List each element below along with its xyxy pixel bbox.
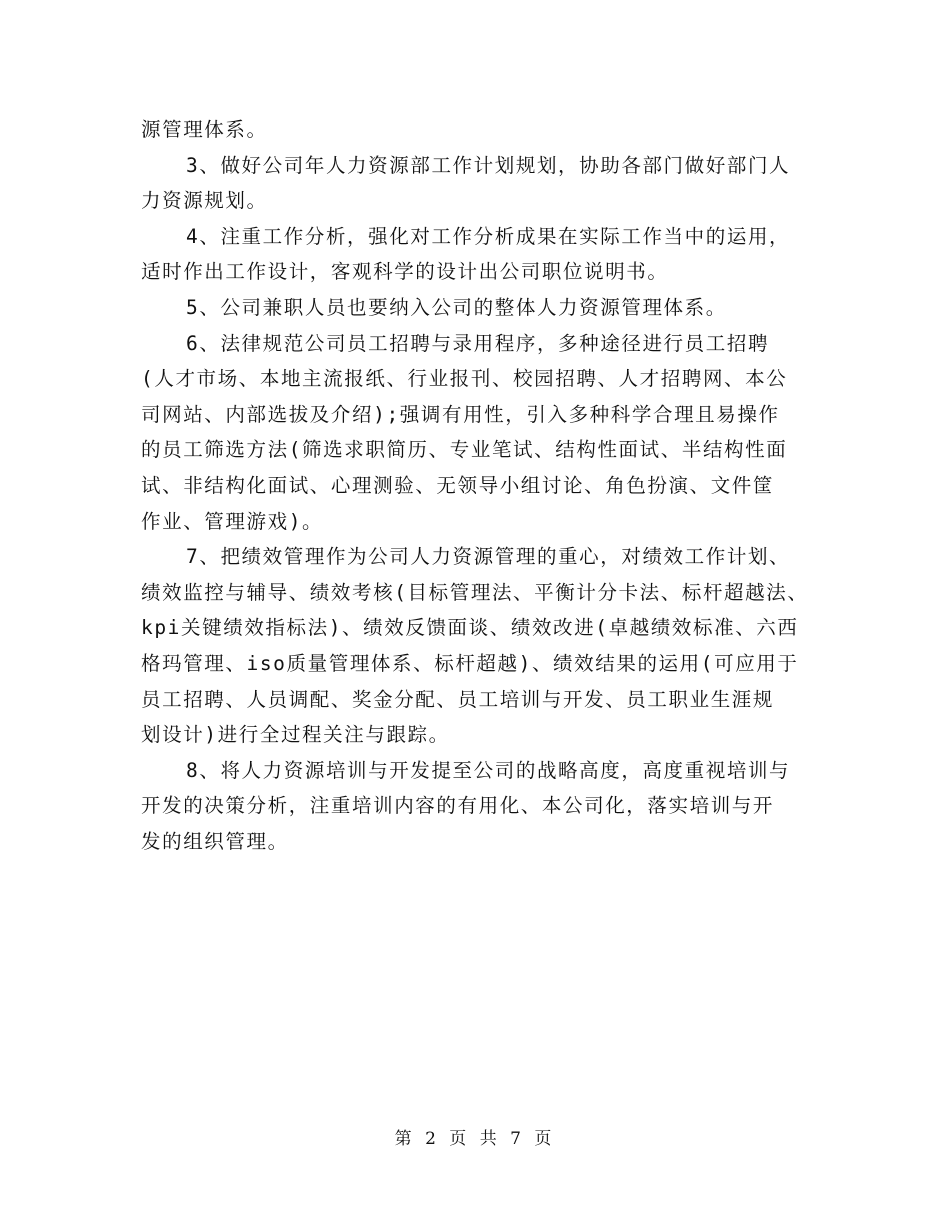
paragraph-first-line: 8、将人力资源培训与开发提至公司的战略高度，高度重视培训与 (186, 758, 791, 782)
paragraph-first-line: 7、把绩效管理作为公司人力资源管理的重心，对绩效工作计划、 (186, 545, 791, 569)
document-body (141, 112, 813, 859)
paragraph-line: 适时作出工作设计，客观科学的设计出公司职位说明书。 (141, 260, 669, 284)
paragraph-line: 作业、管理游戏)。 (141, 509, 324, 533)
paragraph-first-line: 6、法律规范公司员工招聘与录用程序，多种途径进行员工招聘 (186, 331, 770, 355)
paragraph-first-line: 5、公司兼职人员也要纳入公司的整体人力资源管理体系。 (186, 295, 727, 319)
paragraph-line: 试、非结构化面试、心理测验、无领导小组讨论、角色扮演、文件筐 (141, 473, 775, 497)
paragraph-line: 开发的决策分析，注重培训内容的有用化、本公司化，落实培训与开 (141, 794, 775, 818)
paragraph-line: 源管理体系。 (141, 118, 268, 141)
paragraph-line: 力资源规划。 (141, 189, 268, 213)
paragraph-first-line: 4、注重工作分析，强化对工作分析成果在实际工作当中的运用， (186, 224, 791, 248)
paragraph-line: 格玛管理、iso质量管理体系、标杆超越)、绩效结果的运用(可应用于 (141, 651, 799, 675)
paragraph-line: (人才市场、本地主流报纸、行业报刊、校园招聘、人才招聘网、本公 (141, 367, 788, 391)
paragraph-line: 的员工筛选方法(筛选求职简历、专业笔试、结构性面试、半结构性面 (141, 438, 788, 462)
paragraph-line: 划设计)进行全过程关注与跟踪。 (141, 723, 450, 747)
paragraph-first-line: 3、做好公司年人力资源部工作计划规划，协助各部门做好部门人 (186, 153, 791, 177)
paragraph-line: kpi关键绩效指标法)、绩效反馈面谈、绩效改进(卓越绩效标准、六西 (141, 616, 799, 640)
paragraph-line: 绩效监控与辅导、绩效考核(目标管理法、平衡计分卡法、标杆超越法、 (141, 580, 809, 604)
paragraph-line: 发的组织管理。 (141, 829, 289, 853)
page-footer: 第 2 页 共 7 页 (394, 1129, 556, 1149)
paragraph-line: 员工招聘、人员调配、奖金分配、员工培训与开发、员工职业生涯规 (141, 687, 775, 711)
paragraph-line: 司网站、内部选拔及介绍);强调有用性，引入多种科学合理且易操作 (141, 402, 780, 426)
